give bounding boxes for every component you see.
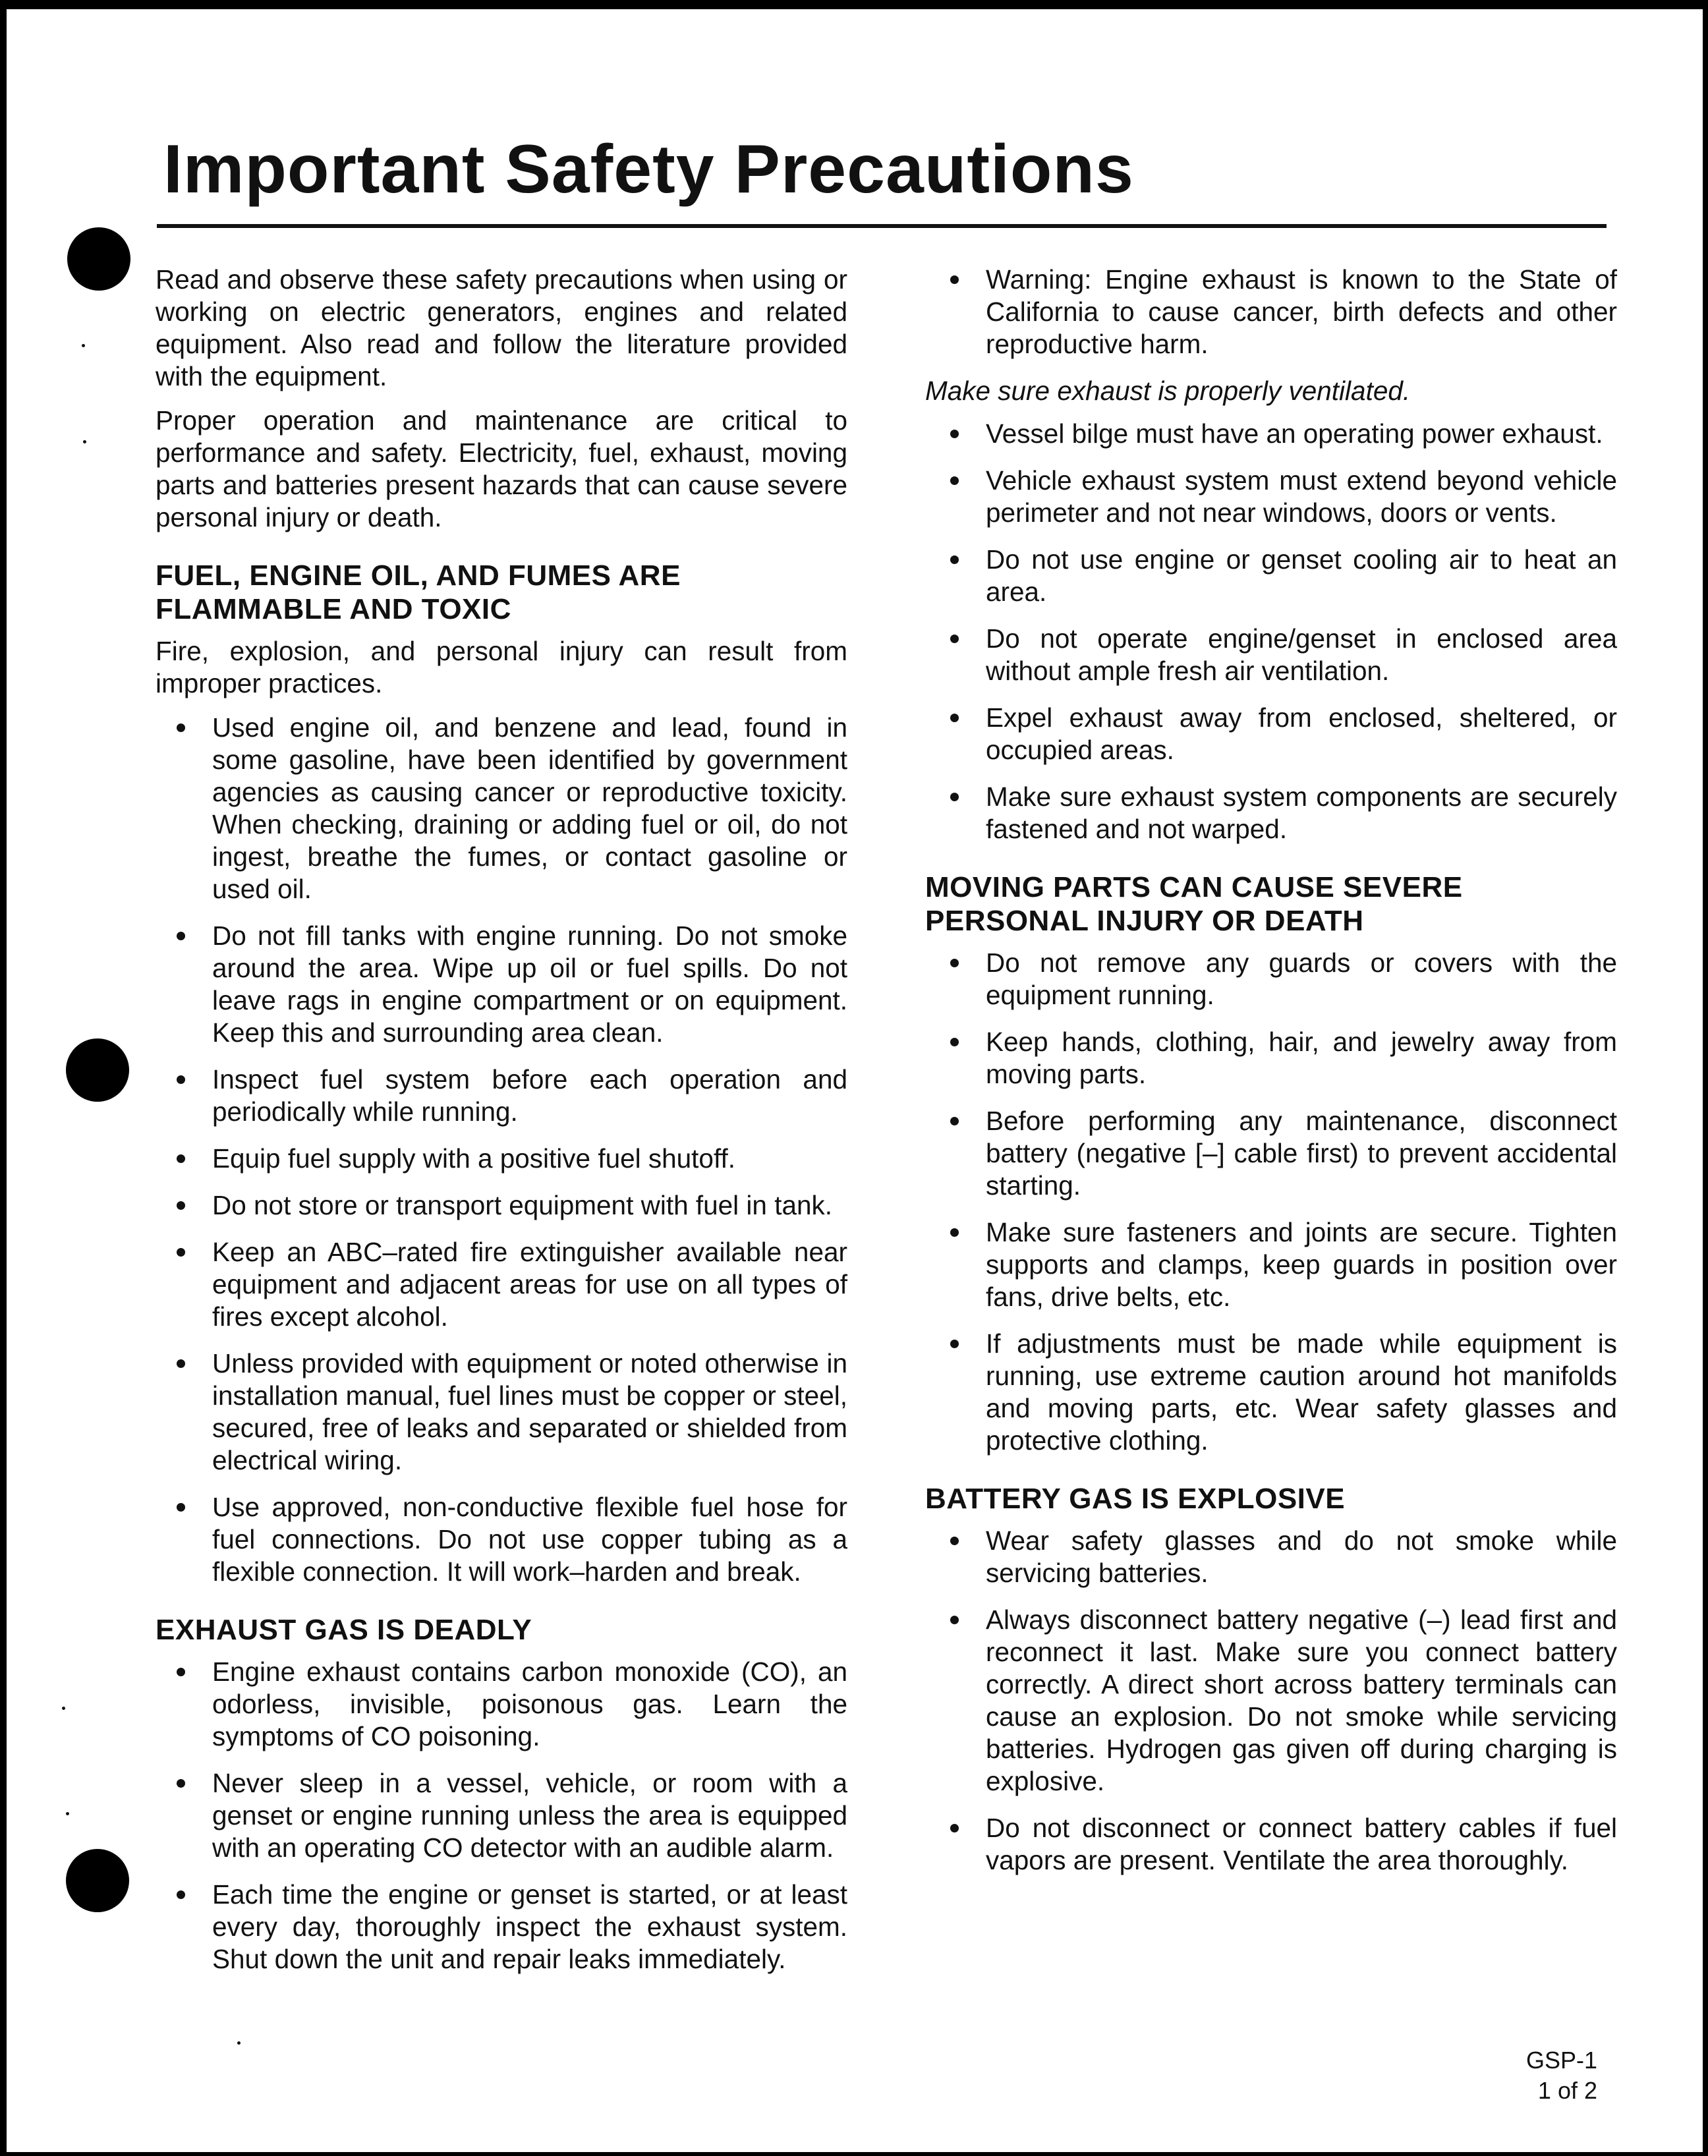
bullet-icon [177,1075,185,1084]
scan-speck [83,440,86,443]
page-title: Important Safety Precautions [163,131,1134,208]
bullet-icon [950,1228,959,1237]
bullet-icon [177,1668,185,1676]
list-item: Before performing any maintenance, disconnect battery (negative [–] cable first) to prevent accidental starting. [925,1105,1617,1202]
list-item: Always disconnect battery negative (–) lead first and reconnect it last. Make sure you connect battery correctly. A direct short across battery terminals can cause an explosion. Do not smoke while servicing batteries. Hydrogen gas given off during charging is explosive. [925,1604,1617,1798]
exhaust-warning-list [925,264,1617,360]
list-item: Wear safety glasses and do not smoke while servicing batteries. [925,1525,1617,1589]
list-item: Engine exhaust contains carbon monoxide (CO), an odorless, invisible, poisonous gas. Learn the symptoms of CO poisoning. [156,1656,847,1753]
list-item: Used engine oil, and benzene and lead, found in some gasoline, have been identified by government agencies as causing cancer or reproductive toxicity. When checking, draining or adding fuel or oil, do not ingest, breathe the fumes, or contact gasoline or used oil. [156,712,847,905]
list-item: Never sleep in a vessel, vehicle, or room with a genset or engine running unless the area is equipped with an operating CO detector with an audible alarm. [156,1767,847,1864]
bullet-icon [950,1537,959,1545]
bullet-icon [950,1616,959,1624]
ventilation-list [925,418,1617,845]
bullet-icon [177,1359,185,1368]
list-item: Equip fuel supply with a positive fuel shutoff. [156,1143,847,1175]
list-item: Do not operate engine/genset in enclosed area without ample fresh air ventilation. [925,623,1617,687]
list-item: Inspect fuel system before each operation and periodically while running. [156,1064,847,1128]
bullet-icon [950,1340,959,1348]
list-item: Expel exhaust away from enclosed, sheltered, or occupied areas. [925,702,1617,766]
intro-paragraph-1: Read and observe these safety precautions when using or working on electric generators, engines and related equipment. Also read and follow the literature provided with the equipment. [156,264,847,391]
bullet-icon [177,1503,185,1512]
list-item: Make sure fasteners and joints are secure. Tighten supports and clamps, keep guards in position over fans, drive belts, etc. [925,1216,1617,1313]
bullet-icon [177,723,185,732]
battery-hazard-list [925,1525,1617,1877]
list-item: Each time the engine or genset is started, or at least every day, thoroughly inspect the exhaust system. Shut down the unit and repair leaks immediately. [156,1879,847,1975]
list-item: Do not use engine or genset cooling air to heat an area. [925,544,1617,608]
list-item: Use approved, non-conductive flexible fuel hose for fuel connections. Do not use copper tubing as a flexible connection. It will work–harden and break. [156,1491,847,1588]
list-item: Keep an ABC–rated fire extinguisher available near equipment and adjacent areas for use on all types of fires except alcohol. [156,1236,847,1333]
page-number: 1 of 2 [1537,2077,1597,2104]
bullet-icon [177,1890,185,1899]
punch-hole-middle [66,1038,129,1102]
list-item: Do not remove any guards or covers with the equipment running. [925,947,1617,1011]
bullet-icon [950,430,959,438]
exhaust-section-heading: EXHAUST GAS IS DEADLY [156,1614,532,1646]
bullet-icon [177,1154,185,1163]
right-column [925,264,1617,1891]
punch-hole-bottom [66,1849,129,1912]
bullet-icon [950,1824,959,1832]
scan-speck [62,1707,65,1710]
title-rule [157,224,1607,228]
scan-speck [82,344,85,347]
bullet-icon [950,1038,959,1046]
list-item: Vehicle exhaust system must extend beyond vehicle perimeter and not near windows, doors or vents. [925,465,1617,529]
bullet-icon [950,1117,959,1125]
fuel-section-lead: Fire, explosion, and personal injury can result from improper practices. [156,636,847,698]
bullet-icon [950,635,959,643]
moving-parts-list [925,947,1617,1457]
scan-speck [66,1812,69,1815]
scan-speck [237,2041,241,2045]
ventilation-note: Make sure exhaust is properly ventilated. [925,376,1411,406]
exhaust-hazard-list [156,1656,847,1975]
bullet-icon [177,1779,185,1788]
bullet-icon [950,275,959,284]
fuel-hazard-list [156,712,847,1588]
list-item: Make sure exhaust system components are securely fastened and not warped. [925,781,1617,845]
list-item: If adjustments must be made while equipment is running, use extreme caution around hot manifolds and moving parts, etc. Wear safety glasses and protective clothing. [925,1328,1617,1457]
fuel-section-heading: FUEL, ENGINE OIL, AND FUMES ARE FLAMMABLE AND TOXIC [156,559,681,625]
list-item: Warning: Engine exhaust is known to the State of California to cause cancer, birth defects and other reproductive harm. [925,264,1617,360]
bullet-icon [177,932,185,940]
bullet-icon [177,1248,185,1257]
document-footer [1526,2045,1597,2106]
bullet-icon [177,1201,185,1210]
bullet-icon [950,476,959,485]
battery-section-heading: BATTERY GAS IS EXPLOSIVE [925,1483,1346,1515]
list-item: Do not store or transport equipment with fuel in tank. [156,1189,847,1222]
list-item: Keep hands, clothing, hair, and jewelry away from moving parts. [925,1026,1617,1091]
punch-hole-top [67,227,130,291]
list-item: Do not disconnect or connect battery cables if fuel vapors are present. Ventilate the area thoroughly. [925,1812,1617,1877]
moving-parts-heading: MOVING PARTS CAN CAUSE SEVERE PERSONAL INJURY OR DEATH [925,871,1463,937]
bullet-icon [950,959,959,967]
list-item: Do not fill tanks with engine running. Do not smoke around the area. Wipe up oil or fuel spills. Do not leave rags in engine compartment or on equipment. Keep this and surrounding area clean. [156,920,847,1049]
bullet-icon [950,793,959,801]
list-item: Unless provided with equipment or noted otherwise in installation manual, fuel lines must be copper or steel, secured, free of leaks and separated or shielded from electrical wiring. [156,1348,847,1477]
list-item: Vessel bilge must have an operating power exhaust. [925,418,1617,450]
bullet-icon [950,555,959,564]
bullet-icon [950,714,959,722]
intro-paragraph-2: Proper operation and maintenance are critical to performance and safety. Electricity, fuel, exhaust, moving parts and batteries present hazards that can cause severe personal injury or death. [156,405,847,532]
document-code: GSP-1 [1525,2047,1597,2074]
left-column [156,264,847,1990]
